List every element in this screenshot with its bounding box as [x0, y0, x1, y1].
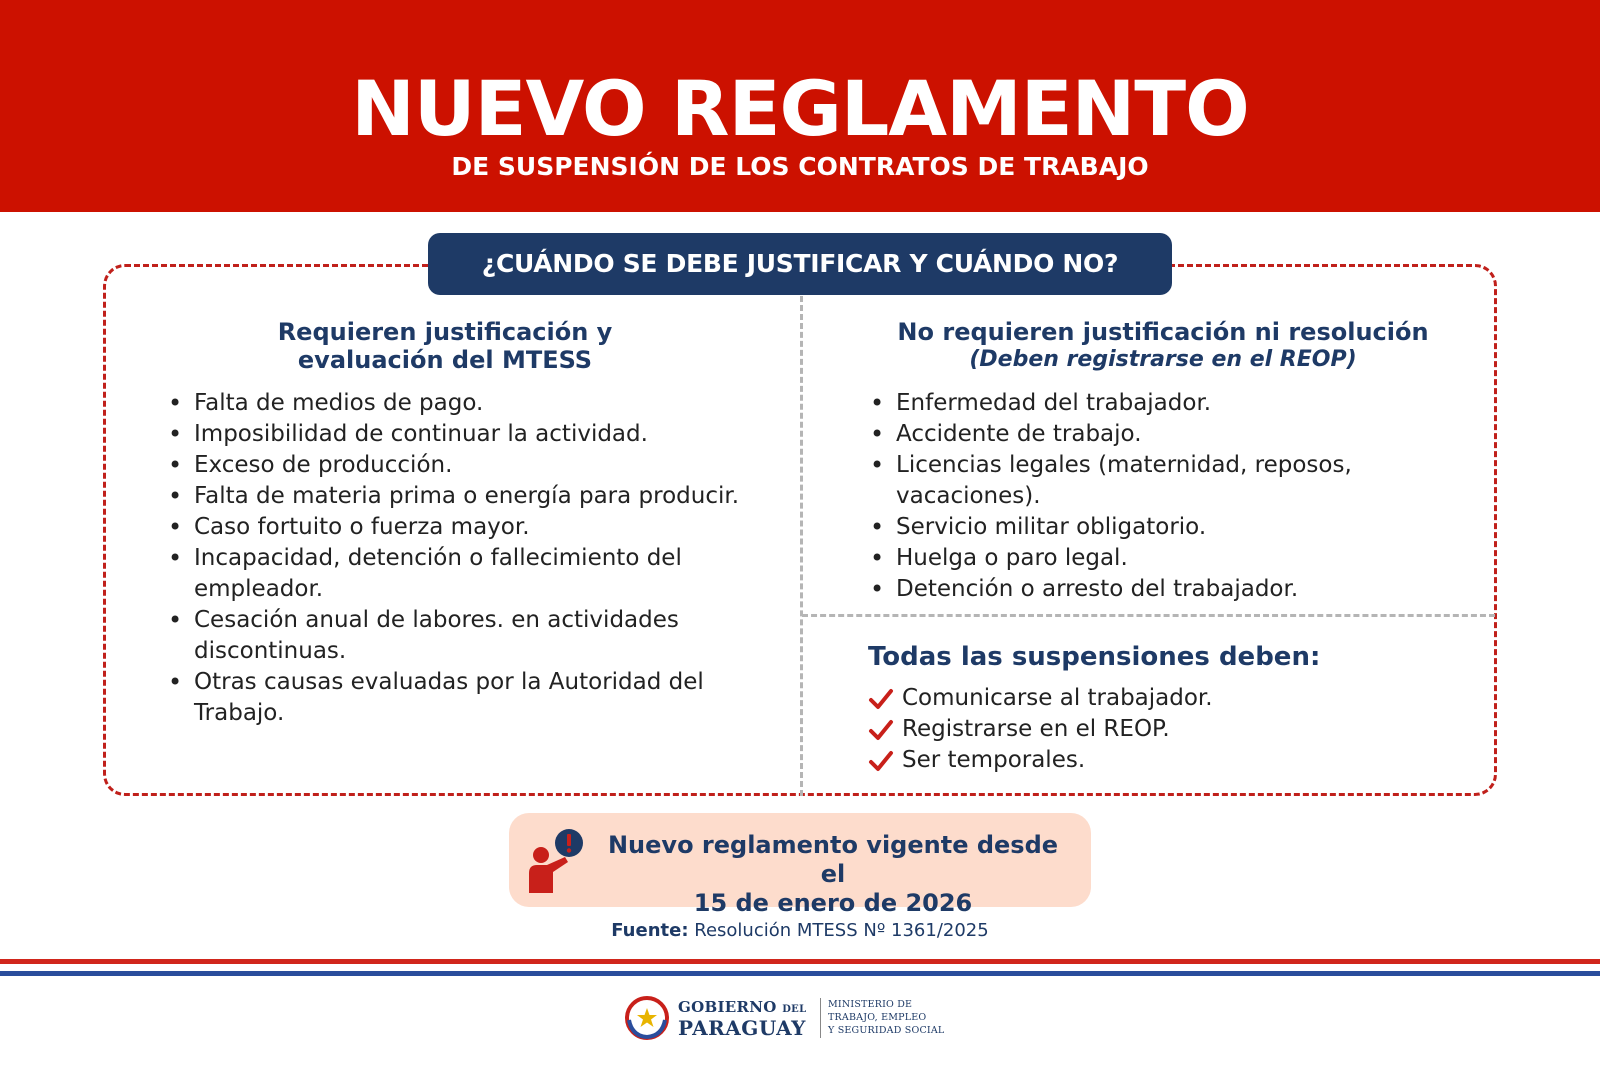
notice-line2: 15 de enero de 2026	[693, 889, 973, 917]
check-icon	[868, 748, 894, 774]
check-icon	[868, 686, 894, 712]
list-item: • Accidente de trabajo.	[870, 419, 1410, 450]
check-item-label: Ser temporales.	[902, 747, 1086, 773]
paraguay-seal-icon	[624, 996, 670, 1040]
list-item: • Otras causas evaluadas por la Autoridad del Trabajo.	[168, 667, 768, 729]
person-alert-icon	[521, 827, 593, 897]
check-item-label: Comunicarse al trabajador.	[902, 685, 1213, 711]
right-subtitle: (Deben registrarse en el REOP)	[969, 347, 1357, 372]
todas-title: Todas las suspensiones deben:	[868, 642, 1321, 672]
check-icon	[868, 717, 894, 743]
left-column-title	[120, 318, 770, 374]
list-item: • Licencias legales (maternidad, reposos, vacaciones).	[870, 450, 1410, 512]
flag-stripe-red	[0, 959, 1600, 964]
question-banner: ¿CUÁNDO SE DEBE JUSTIFICAR Y CUÁNDO NO?	[428, 233, 1172, 295]
list-item: • Caso fortuito o fuerza mayor.	[168, 512, 768, 543]
right-title: No requieren justificación ni resolución	[897, 318, 1429, 346]
check-item	[868, 683, 1213, 714]
right-list	[870, 388, 1410, 605]
flag-stripe-blue	[0, 971, 1600, 976]
list-item: • Detención o arresto del trabajador.	[870, 574, 1410, 605]
check-item-label: Registrarse en el REOP.	[902, 716, 1170, 742]
list-item: • Exceso de producción.	[168, 450, 768, 481]
government-logo	[624, 996, 984, 1040]
left-title-line1: Requieren justificación y	[277, 318, 613, 346]
list-item: • Falta de materia prima o energía para producir.	[168, 481, 768, 512]
check-item	[868, 745, 1213, 776]
list-item: • Huelga o paro legal.	[870, 543, 1410, 574]
todas-list	[868, 683, 1213, 776]
check-item	[868, 714, 1213, 745]
left-list	[168, 388, 768, 729]
list-item: • Imposibilidad de continuar la actividad.	[168, 419, 768, 450]
header-banner	[0, 0, 1600, 212]
horizontal-divider	[802, 614, 1495, 617]
notice-line1: Nuevo reglamento vigente desde el	[607, 831, 1059, 888]
page-subtitle: DE SUSPENSIÓN DE LOS CONTRATOS DE TRABAJO	[451, 152, 1149, 181]
right-column-title	[830, 318, 1496, 374]
list-item: • Enfermedad del trabajador.	[870, 388, 1410, 419]
source-line	[0, 920, 1600, 941]
logo-paraguay: PARAGUAY	[678, 1016, 806, 1040]
logo-gobierno: GOBIERNO DEL	[678, 998, 807, 1016]
source-label: Fuente:	[611, 920, 689, 941]
list-item: • Incapacidad, detención o fallecimiento del empleador.	[168, 543, 768, 605]
left-title-line2: evaluación del MTESS	[297, 346, 593, 374]
page-title: NUEVO REGLAMENTO	[351, 64, 1249, 153]
vertical-divider	[800, 296, 803, 796]
list-item: • Servicio militar obligatorio.	[870, 512, 1410, 543]
source-text: Resolución MTESS Nº 1361/2025	[694, 920, 989, 941]
notice-box	[509, 813, 1091, 917]
list-item: • Cesación anual de labores. en actividades discontinuas.	[168, 605, 768, 667]
ministry-name: MINISTERIO DE TRABAJO, EMPLEO Y SEGURIDAD SOCIAL	[828, 999, 945, 1036]
list-item: • Falta de medios de pago.	[168, 388, 768, 419]
notice-text	[593, 831, 1073, 918]
logo-divider	[820, 998, 821, 1038]
